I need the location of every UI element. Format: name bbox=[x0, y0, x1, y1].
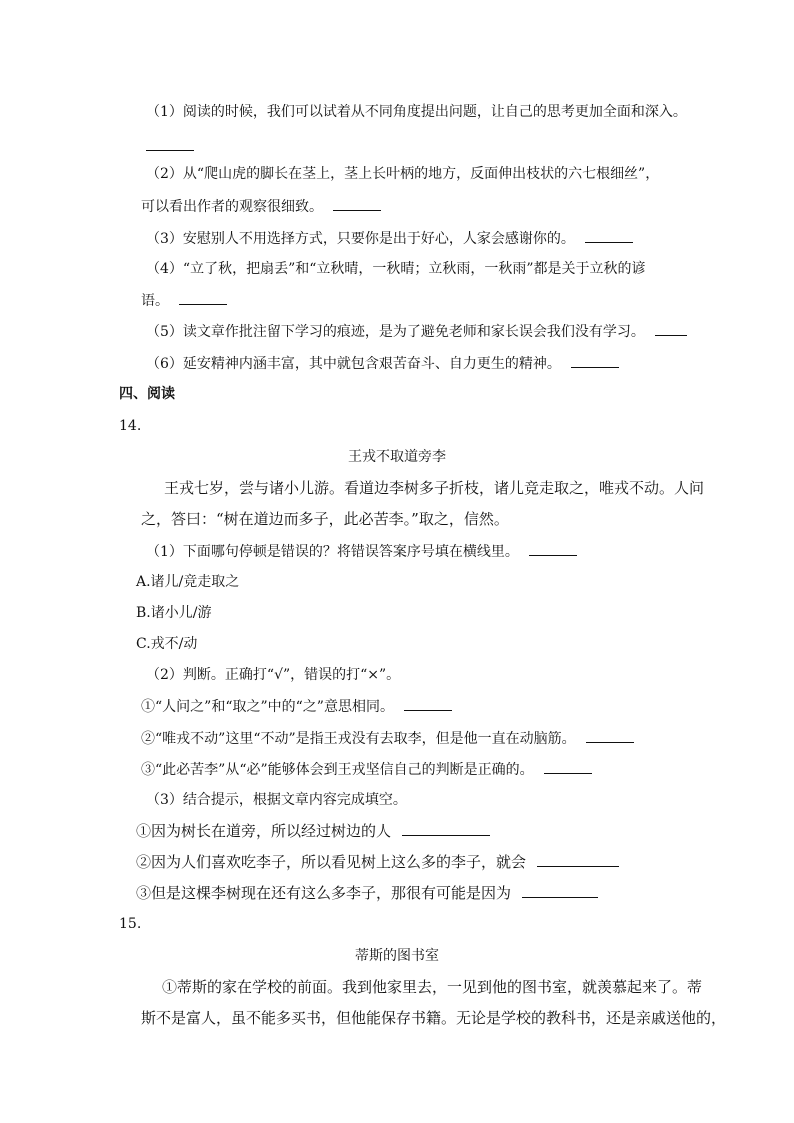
question-3-2-cont: 可以看出作者的观察很细致。 bbox=[141, 196, 381, 217]
answer-blank[interactable] bbox=[333, 196, 381, 211]
passage-title: 蒂斯的图书室 bbox=[355, 948, 439, 964]
answer-blank[interactable] bbox=[402, 821, 490, 836]
passage-title: 王戎不取道旁李 bbox=[348, 449, 446, 465]
question-3-6: （6）延安精神内涵丰富，其中就包含艰苦奋斗、自力更生的精神。 bbox=[146, 353, 619, 374]
sub-question-3: （3）结合提示，根据文章内容完成填空。 bbox=[146, 792, 407, 808]
answer-blank[interactable] bbox=[404, 696, 452, 711]
sub-question-1: （1）下面哪句停顿是错误的？将错误答案序号填在横线里。 bbox=[146, 541, 577, 562]
answer-blank[interactable] bbox=[571, 353, 619, 368]
passage-text: 之，答曰：“树在道边而多子，此必苦李。”取之，信然。 bbox=[141, 510, 509, 528]
judge-item-2: ②“唯戎不动”这里“不动”是指王戎没有去取李，但是他一直在动脑筋。 bbox=[141, 728, 634, 749]
section-heading: 四、阅读 bbox=[119, 386, 175, 402]
passage-text: ①蒂斯的家在学校的前面。我到他家里去，一见到他的图书室，就羡慕起来了。蒂 bbox=[162, 978, 703, 996]
option-c: C.戎不/动 bbox=[136, 636, 198, 652]
answer-blank[interactable] bbox=[146, 136, 194, 157]
question-3-4-cont: 语。 bbox=[141, 290, 227, 311]
answer-blank[interactable] bbox=[586, 728, 634, 743]
answer-blank[interactable] bbox=[529, 541, 577, 556]
fill-item-3: ③但是这棵李树现在还有这么多李子，那很有可能是因为 bbox=[136, 883, 598, 903]
answer-blank[interactable] bbox=[585, 228, 633, 243]
question-number-15: 15. bbox=[119, 916, 142, 932]
fill-item-1: ①因为树长在道旁，所以经过树边的人 bbox=[136, 821, 490, 841]
answer-blank[interactable] bbox=[544, 759, 592, 774]
answer-blank[interactable] bbox=[179, 290, 227, 305]
passage-text: 斯不是富人，虽不能多买书，但他能保存书籍。无论是学校的教科书，还是亲戚送他的， bbox=[141, 1009, 727, 1027]
answer-blank[interactable] bbox=[537, 852, 619, 867]
passage-text: 王戎七岁，尝与诸小儿游。看道边李树多子折枝，诸儿竞走取之，唯戎不动。人问 bbox=[164, 479, 705, 497]
option-b: B.诸小儿/游 bbox=[136, 605, 212, 621]
judge-item-1: ①“人问之”和“取之”中的“之”意思相同。 bbox=[141, 696, 452, 717]
fill-item-2: ②因为人们喜欢吃李子，所以看见树上这么多的李子，就会 bbox=[136, 852, 619, 872]
question-3-5: （5）读文章作批注留下学习的痕迹，是为了避免老师和家长误会我们没有学习。 bbox=[146, 321, 687, 342]
option-a: A.诸儿/竞走取之 bbox=[136, 574, 240, 590]
judge-item-3: ③“此必苦李”从“必”能够体会到王戎坚信自己的判断是正确的。 bbox=[141, 759, 592, 780]
question-3-1: （1）阅读的时候，我们可以试着从不同角度提出问题，让自己的思考更加全面和深入。 bbox=[146, 104, 687, 120]
sub-question-2: （2）判断。正确打“√”，错误的打“×”。 bbox=[146, 667, 401, 683]
question-3-3: （3）安慰别人不用选择方式，只要你是出于好心，人家会感谢你的。 bbox=[146, 228, 633, 249]
answer-blank[interactable] bbox=[655, 321, 687, 336]
answer-blank[interactable] bbox=[522, 883, 598, 898]
question-3-4: （4）“立了秋，把扇丢”和“立秋晴，一秋晴；立秋雨，一秋雨”都是关于立秋的谚 bbox=[146, 261, 646, 277]
question-3-2: （2）从“爬山虎的脚长在茎上，茎上长叶柄的地方，反面伸出枝状的六七根细丝”， bbox=[146, 166, 660, 182]
question-number-14: 14. bbox=[119, 418, 142, 434]
